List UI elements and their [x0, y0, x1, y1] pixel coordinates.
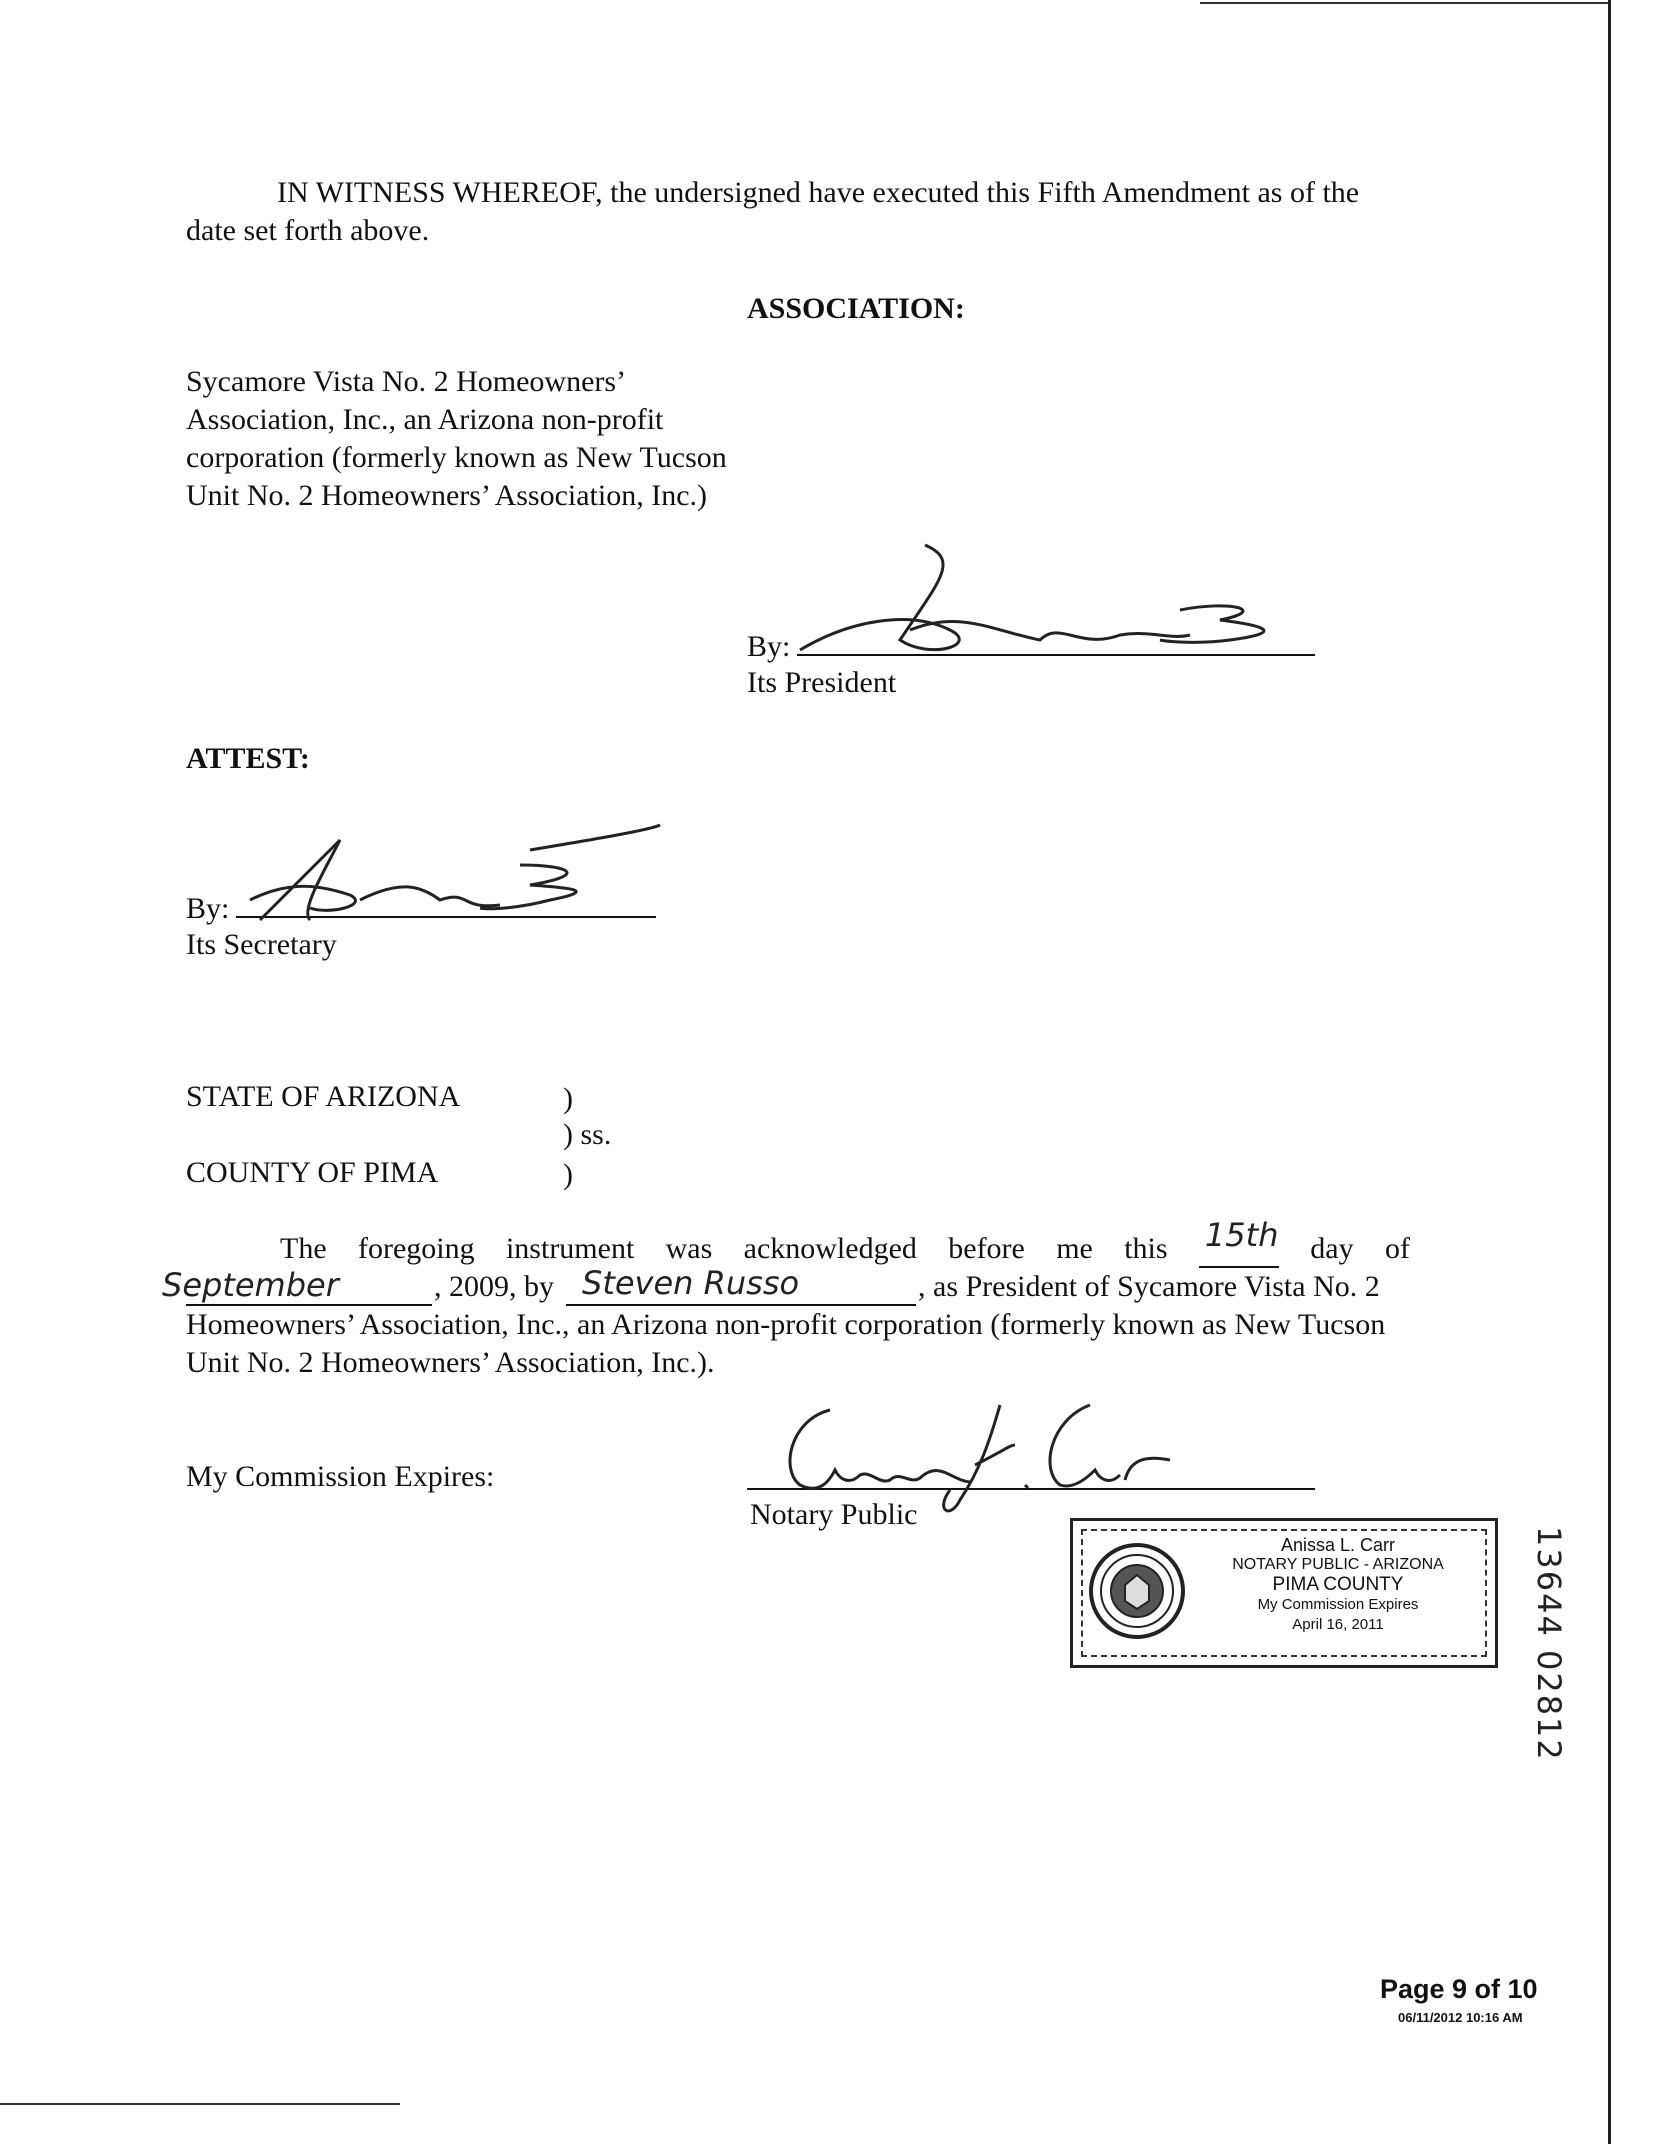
page-border-right	[1608, 0, 1611, 2144]
ack-line-2	[162, 1264, 1410, 1306]
ack-word: before	[948, 1232, 1025, 1265]
page-number: Page 9 of 10	[1380, 1974, 1538, 2004]
ack-word: instrument	[505, 1232, 635, 1265]
venue-paren-1: )	[563, 1082, 573, 1115]
footer-timestamp: 06/11/2012 10:16 AM	[1398, 2010, 1523, 2025]
ack-word: acknowledged	[743, 1232, 917, 1265]
secretary-role: Its Secretary	[186, 928, 337, 961]
witness-line-2: date set forth above.	[186, 214, 430, 247]
secretary-by-label: By:	[186, 892, 230, 925]
venue-paren-ss: ) ss.	[563, 1118, 612, 1151]
venue-state: STATE OF ARIZONA	[186, 1080, 461, 1113]
stamp-county: PIMA COUNTY	[1272, 1574, 1404, 1595]
ack-word: foregoing	[357, 1232, 475, 1265]
page-border-bottom	[0, 2103, 400, 2105]
ack-word: this	[1124, 1232, 1168, 1265]
stamp-expires-label: My Commission Expires	[1257, 1596, 1419, 1613]
ack-word: The	[280, 1232, 327, 1265]
ack-word: day	[1310, 1232, 1354, 1265]
venue-county: COUNTY OF PIMA	[186, 1156, 439, 1189]
ack-word: of	[1384, 1232, 1410, 1265]
president-by-label: By:	[747, 630, 791, 663]
ack-word: was	[665, 1232, 713, 1265]
secretary-signature	[230, 810, 670, 940]
ack-month-handwritten: September	[162, 1266, 339, 1304]
stamp-expires-date: April 16, 2011	[1292, 1616, 1384, 1633]
president-signature	[790, 540, 1310, 670]
stamp-name: Anissa L. Carr	[1280, 1535, 1396, 1555]
association-name-line-2: Association, Inc., an Arizona non-profit	[186, 403, 664, 436]
association-heading: ASSOCIATION:	[747, 292, 965, 325]
arizona-seal-icon	[1087, 1541, 1187, 1641]
commission-expires-label: My Commission Expires:	[186, 1460, 495, 1493]
ack-day-blank	[1199, 1216, 1279, 1268]
association-name-line-1: Sycamore Vista No. 2 Homeowners’	[186, 365, 627, 398]
ack-year-text: , 2009, by	[434, 1270, 554, 1303]
ack-name-handwritten: Steven Russo	[582, 1264, 800, 1302]
attest-heading: ATTEST:	[186, 742, 310, 775]
association-name-line-4: Unit No. 2 Homeowners’ Association, Inc.)	[186, 479, 708, 512]
ack-day-handwritten: 15th	[1204, 1216, 1279, 1254]
recording-number: 13644 02812	[1530, 1526, 1568, 1762]
ack-word: me	[1056, 1232, 1093, 1265]
ack-line-2-rest: , as President of Sycamore Vista No. 2	[918, 1270, 1380, 1303]
president-role: Its President	[747, 666, 897, 699]
ack-line-1	[280, 1216, 1410, 1268]
stamp-text	[1193, 1535, 1483, 1635]
venue-paren-3: )	[563, 1158, 573, 1191]
notary-stamp	[1070, 1518, 1498, 1668]
witness-line-1: IN WITNESS WHEREOF, the undersigned have executed this Fifth Amendment as of the	[277, 176, 1360, 209]
page-border-top	[1200, 2, 1610, 4]
stamp-title: NOTARY PUBLIC - ARIZONA	[1232, 1556, 1444, 1573]
ack-line-3: Homeowners’ Association, Inc., an Arizona non-profit corporation (formerly known as New Tucson	[186, 1308, 1386, 1341]
ack-line-4: Unit No. 2 Homeowners’ Association, Inc.).	[186, 1346, 715, 1379]
notary-role: Notary Public	[750, 1498, 918, 1531]
association-name-line-3: corporation (formerly known as New Tucson	[186, 441, 727, 474]
